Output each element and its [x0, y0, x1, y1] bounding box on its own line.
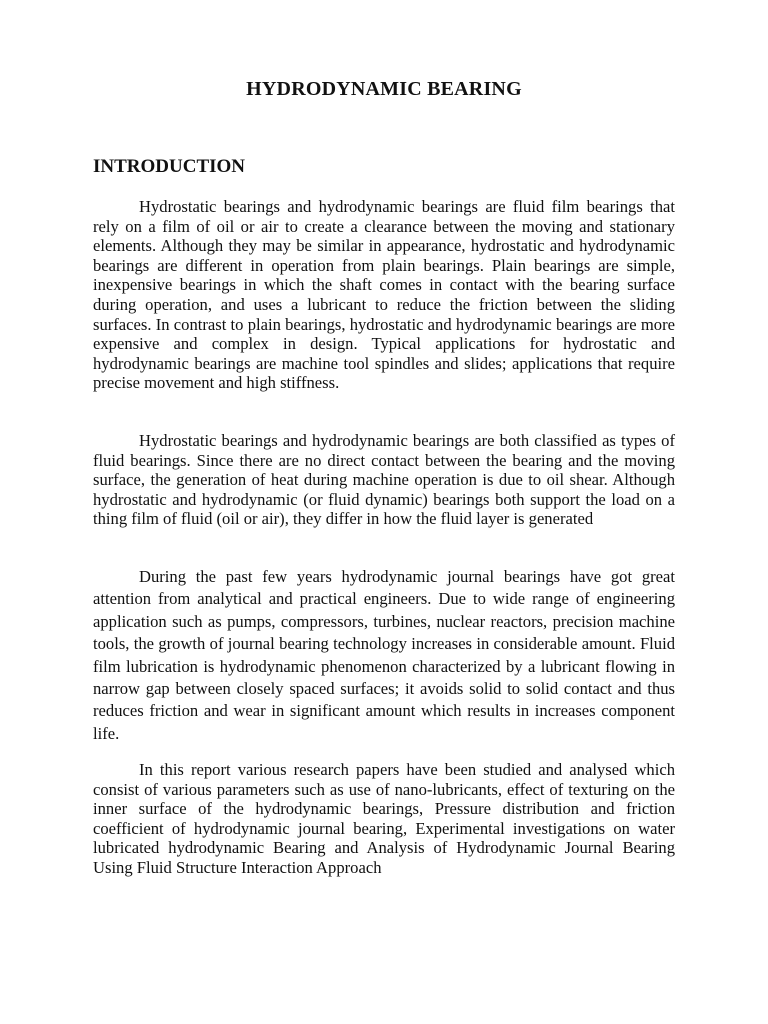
paragraph-3: During the past few years hydrodynamic journal bearings have got great attention from analytical and practical engineers. Due to wide range of engineering application such as pumps, compressors, turbines, nuclear reactors, precision machine tools, the growth of journal bearing technology increases in considerable amount. Fluid film lubrication is hydrodynamic phenomenon characterized by a lubricant flowing in narrow gap between closely spaced surfaces; it avoids solid to solid contact and thus reduces friction and wear in significant amount which results in increases component life. [93, 567, 675, 743]
paragraph-4: In this report various research papers have been studied and analysed which consist of various parameters such as use of nano-lubricants, effect of texturing on the inner surface of the hydrodynamic bearings, Pressure distribution and friction coefficient of hydrodynamic journal bearing, Experimental investigations on water lubricated hydrodynamic Bearing and Analysis of Hydrodynamic Journal Bearing Using Fluid Structure Interaction Approach [93, 760, 675, 877]
section-heading: INTRODUCTION [93, 156, 246, 177]
paragraph-2: Hydrostatic bearings and hydrodynamic bearings are both classified as types of fluid bearings. Since there are no direct contact between the bearing and the moving surface, the generation of heat during machine operation is due to oil shear. Although hydrostatic and hydrodynamic (or fluid dynamic) bearings both support the load on a thing film of fluid (oil or air), they differ in how the fluid layer is generated [93, 431, 675, 529]
paragraph-1: Hydrostatic bearings and hydrodynamic bearings are fluid film bearings that rely on a film of oil or air to create a clearance between the moving and stationary elements. Although they may be similar in appearance, hydrostatic and hydrodynamic bearings are different in operation from plain bearings. Plain bearings are simple, inexpensive bearings in which the shaft comes in contact with the bearing surface during operation, and uses a lubricant to reduce the friction between the sliding surfaces. In contrast to plain bearings, hydrostatic and hydrodynamic bearings are more expensive and complex in design. Typical applications for hydrostatic and hydrodynamic bearings are machine tool spindles and slides; applications that require precise movement and high stiffness. [93, 197, 675, 393]
document-title: HYDRODYNAMIC BEARING [246, 78, 522, 100]
